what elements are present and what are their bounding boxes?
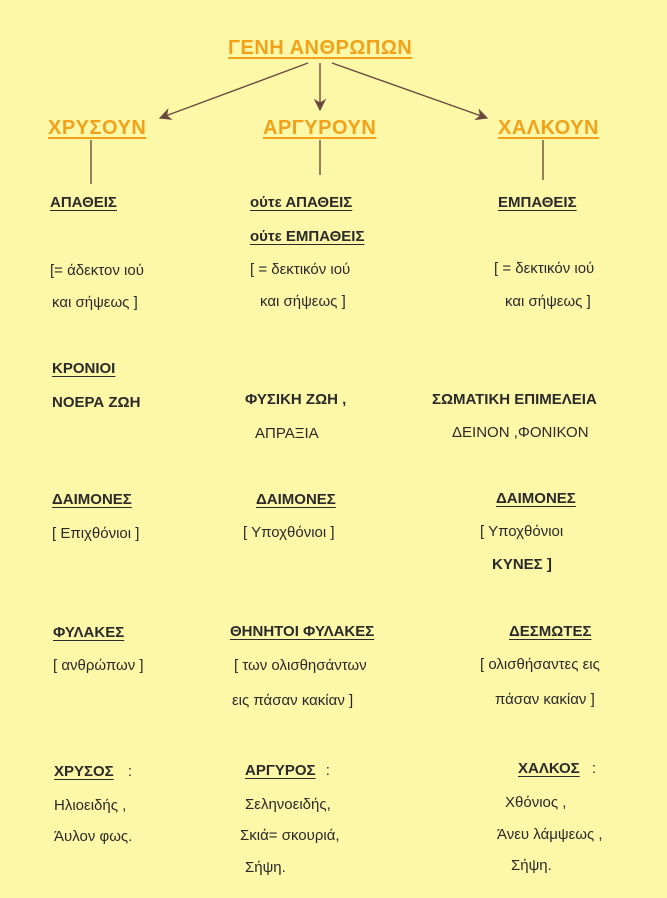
- daimones-line: [ Υποχθόνιοι ]: [243, 524, 335, 541]
- metal-line: Ηλιοειδής ,: [54, 797, 127, 814]
- metal-heading: ΑΡΓΥΡΟΣ: [245, 762, 316, 779]
- nature-label: ΑΠΑΘΕΙΣ: [50, 194, 117, 211]
- metal-line: Σεληνοειδής,: [245, 796, 331, 813]
- role-heading: ΦΥΛΑΚΕΣ: [53, 624, 125, 641]
- column-header-xrysoun: ΧΡΥΣΟΥΝ: [48, 117, 147, 139]
- life-line: ΔΕΙΝΟΝ ,ΦΟΝΙΚΟΝ: [452, 424, 589, 441]
- role-line: [ ανθρώπων ]: [53, 657, 144, 674]
- metal-heading: ΧΑΛΚΟΣ: [518, 760, 580, 777]
- role-heading: ΘΗΝΗΤΟΙ ΦΥΛΑΚΕΣ: [230, 623, 375, 640]
- role-line: [ ολισθήσαντες εις: [480, 656, 600, 673]
- daimones-line: [ Υποχθόνιοι: [480, 523, 564, 540]
- note-line: [ = δεκτικόν ιού: [494, 260, 595, 277]
- metal-heading-row: [245, 762, 330, 780]
- metal-line: Σκιά= σκουριά,: [240, 827, 340, 844]
- life-heading: ΚΡΟΝΙΟΙ: [52, 360, 116, 377]
- daimones-heading: ΔΑΙΜΟΝΕΣ: [52, 491, 132, 508]
- note-line: και σήψεως ]: [505, 293, 591, 310]
- daimones-heading: ΔΑΙΜΟΝΕΣ: [256, 491, 336, 508]
- metal-heading-row: [518, 760, 596, 778]
- daimones-heading: ΔΑΙΜΟΝΕΣ: [496, 490, 576, 507]
- note-line: και σήψεως ]: [52, 294, 138, 311]
- metal-heading: ΧΡΥΣΟΣ: [54, 763, 114, 780]
- metal-line: Σήψη.: [245, 859, 286, 876]
- note-line: [ = δεκτικόν ιού: [250, 261, 351, 278]
- metal-line: Άνευ λάμψεως ,: [497, 826, 603, 843]
- metal-colon: :: [591, 760, 596, 777]
- diagram-title: ΓΕΝΗ ΑΝΘΡΩΠΩΝ: [228, 37, 413, 59]
- metal-line: Άυλον φως.: [54, 828, 133, 845]
- metal-colon: :: [325, 762, 330, 779]
- role-line: πάσαν κακίαν ]: [495, 691, 595, 708]
- role-line: [ των ολισθησάντων: [234, 657, 367, 674]
- role-line: εις πάσαν κακίαν ]: [232, 692, 354, 709]
- life-line: ΦΥΣΙΚΗ ΖΩΗ ,: [245, 391, 347, 408]
- column-header-argyroun: ΑΡΓΥΡΟΥΝ: [263, 117, 377, 139]
- daimones-line: ΚΥΝΕΣ ]: [492, 556, 552, 573]
- metal-line: Σήψη.: [511, 857, 552, 874]
- arrow-to-xalkoun: [332, 63, 487, 118]
- note-line: [= άδεκτον ιού: [50, 262, 144, 279]
- life-line: ΝΟΕΡΑ ΖΩΗ: [52, 394, 141, 411]
- daimones-line: [ Επιχθόνιοι ]: [52, 525, 140, 542]
- arrow-to-xrysoun: [160, 63, 308, 118]
- role-heading: ΔΕΣΜΩΤΕΣ: [509, 623, 592, 640]
- metal-colon: :: [127, 763, 133, 780]
- life-line: ΑΠΡΑΞΙΑ: [255, 425, 319, 442]
- metal-heading-row: [54, 763, 132, 781]
- metal-line: Χθόνιος ,: [505, 794, 567, 811]
- nature-label: ΕΜΠΑΘΕΙΣ: [498, 194, 577, 211]
- note-line: και σήψεως ]: [260, 293, 346, 310]
- nature-label: ούτε ΕΜΠΑΘΕΙΣ: [250, 228, 365, 245]
- nature-label: ούτε ΑΠΑΘΕΙΣ: [250, 194, 353, 211]
- column-header-xalkoun: ΧΑΛΚΟΥΝ: [498, 117, 599, 139]
- life-line: ΣΩΜΑΤΙΚΗ ΕΠΙΜΕΛΕΙΑ: [432, 391, 597, 408]
